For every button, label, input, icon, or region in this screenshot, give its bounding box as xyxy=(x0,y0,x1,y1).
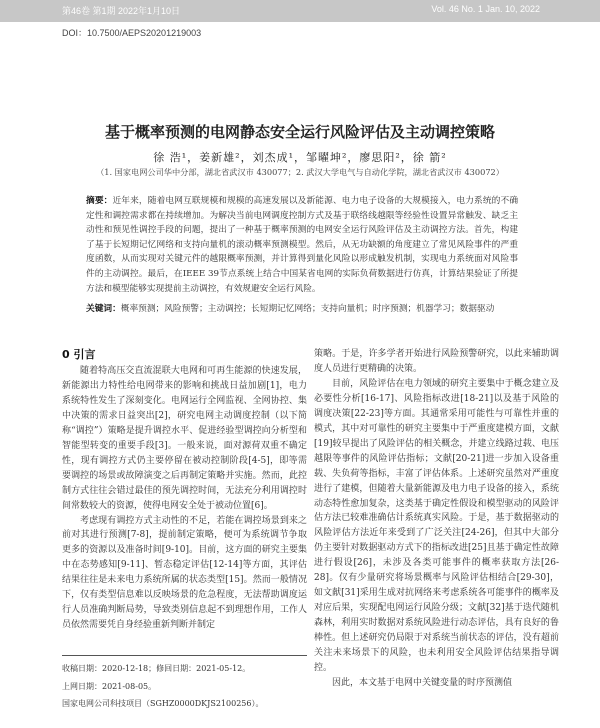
section-heading-introduction: 0 引言 xyxy=(62,348,96,361)
abstract-text: 近年来，随着电网互联规模和规模的高速发展以及新能源、电力电子设备的大规模接入，电力系统的不确定性和调控需求都在持续增加。为解决当前电网调度控制方式及基于联络线越限等经验性设置异常触发、缺乏主动性和预见性调控手段的问题，提出了一种基于概率预测的电网安全运行风险评估及主动调控方法。首先，构建了基于长短期记忆网络和支持向量机的滚动概率预测模型。然后，从无功缺额的角度建立了常见风险事件的严重度函数，从而实现对关键元件的越限概率预测，并计算得到量化风险以形成触发机制，实现电力系统面对风险事件的主动调控。最后，在IEEE 39节点系统上结合中国某省电网的实际负荷数据进行仿真，计算结果验证了所提方法和模型能够实现提前主动调控，有效规避安全运行风险。 xyxy=(86,196,519,294)
footnotes xyxy=(62,655,307,713)
footnote-online: 上网日期：2021-08-05。 xyxy=(62,681,157,691)
right-column xyxy=(314,347,559,691)
footnote-fund: 国家电网公司科技项目（SGHZ0000DKJS2100256）。 xyxy=(62,699,264,708)
keywords-label: 关键词： xyxy=(86,304,121,314)
left-column xyxy=(62,364,307,633)
author-list: 徐 浩¹，姜新雄²，刘杰成¹，邹曜坤²，廖思阳²，徐 箭² xyxy=(153,151,447,164)
journal-header-band xyxy=(0,0,600,22)
body-paragraph: 因此，本文基于电网中关键变量的时序预测值 xyxy=(332,677,513,688)
body-paragraph: 目前，风险评估在电力领域的研究主要集中于概念建立及必要性分析[16-17]、风险指标改进[18-21]以及基于风险的调度决策[22-23]等方面。其通常采用可能性与可靠性并重的模式，其中对可靠性的研究主要集中于严重度建模方面，文献[19]较早提出了风险评估的相关概念，并建立线路过载、电压越限等事件的风险评估指标；文献[20-21]进一步加入设备重载、失负荷等指标，丰富了评估体系。上述研究虽然对严重度进行了建模，但随着大量新能源及电力电子设备的接入，系统动态特性愈加复杂，这类基于确定性假设和模型驱动的风险评估方法已较难准确估计系统真实风险。于是，基于数据驱动的风险评估方法近年来受到了广泛关注[24-26]，但其中大部分仍主要针对数据驱动方式下的指标改进[25]且基于确定性故障进行假设[26]，未涉及各类可能事件的概率获取方法[26-28]。仅有少量研究将场景概率与风险评估相结合[29-30]，如文献[31]采用生成对抗网络来考虑系统各可能事件的概率及对应后果，实现配电网运行风险分级；文献[32]基于迭代随机森林，利用实时数据对系统风险进行动态评估，具有良好的鲁棒性。但上述研究仍局限于对系统当前状态的评估，没有超前关注未来场景下的风险，也未利用安全风险评估结果指导调控。 xyxy=(314,378,559,674)
journal-issue-info-en: Vol. 46 No. 1 Jan. 10, 2022 xyxy=(431,4,540,14)
abstract xyxy=(86,194,518,296)
keywords xyxy=(86,302,518,317)
body-paragraph: 策略。于是，许多学者开始进行风险预警研究，以此来辅助调度人员进行更精确的决策。 xyxy=(314,349,559,374)
affiliations: （1. 国家电网公司华中分部，湖北省武汉市 430077；2. 武汉大学电气与自动化学院，湖北省武汉市 430072） xyxy=(96,167,504,177)
footnote-received: 收稿日期：2020-12-18；修回日期：2021-05-12。 xyxy=(62,664,251,673)
paper-title: 基于概率预测的电网静态安全运行风险评估及主动调控策略 xyxy=(104,123,495,141)
body-paragraph: 考虑现有调控方式主动性的不足，若能在调控场景到来之前对其进行预测[7-8]，提前制定策略，便可为系统调节争取更多的资源以及准备时间[9-10]。目前，这方面的研究主要集中在态势感知[9-11]、暂态稳定评估[12-14]等方面，其评估结果往往是未来电力系统所属的状态类型[15]。然而一般情况下，仅有类型信息难以反映场景的危急程度，无法帮助调度运行人员准确判断局势，导致类别信息起不到理想作用，工作人员依然需要凭自身经验重新判断并制定 xyxy=(62,515,307,631)
journal-issue-info: 第46卷 第1期 2022年1月10日 xyxy=(62,6,181,16)
keywords-text: 概率预测；风险预警；主动调控；长短期记忆网络；支持向量机；时序预测；机器学习；数据驱动 xyxy=(120,304,495,314)
abstract-label: 摘要： xyxy=(86,196,113,206)
body-paragraph: 随着特高压交直流混联大电网和可再生能源的快速发展，新能源出力特性给电网带来的影响和挑战日益加剧[1]，电力系统特性发生了深刻变化。电网运行全网监视、全网协控、集中决策的需求日益突出[2]，研究电网主动调度控制（以下简称“调控”）策略是提升调控水平、促进经验型调控向分析型和智能型转变的重要手段[3]。一般来说，面对源荷双重不确定性，现有调控方式仍主要停留在被动控制阶段[4-5]，即等需要调控的场景或故障演变之后再制定策略并实施。然而，此控制方式往往会错过最佳的预先调控时间，无法充分利用调控时间常数较大的资源，使得电网安全处于被动位置[6]。 xyxy=(62,366,307,511)
doi: DOI：10.7500/AEPS20201219003 xyxy=(62,28,202,38)
